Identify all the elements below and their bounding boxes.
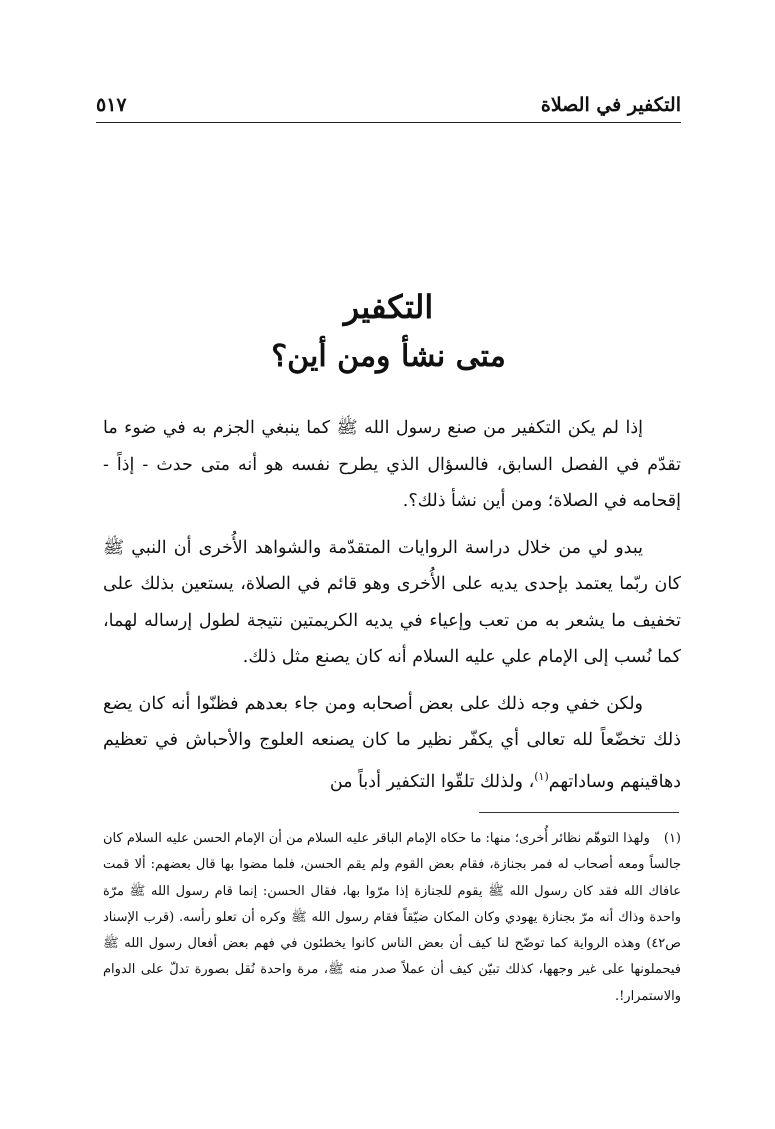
running-header bbox=[96, 84, 681, 123]
chapter-subtitle: متى نشأ ومن أين؟ bbox=[271, 339, 506, 374]
body-text bbox=[103, 410, 681, 810]
paragraph-3-text: ولكن خفي وجه ذلك على بعض أصحابه ومن جاء بعدهم فظنّوا أنه كان يضع ذلك تخضّعاً لله تعالى أي يكفّر نظير ما كان يصنعه العلوج والأحباش في تعظيم دهاقينهم وساداتهم bbox=[103, 693, 681, 792]
footnote-reference[interactable]: (١) bbox=[534, 769, 549, 783]
footnote-number: (١) bbox=[663, 831, 681, 846]
running-title: التكفير في الصلاة bbox=[540, 94, 681, 116]
footnote-1 bbox=[103, 826, 681, 1010]
paragraph-3 bbox=[103, 686, 681, 800]
page-number: ٥١٧ bbox=[96, 94, 127, 116]
paragraph-3-tail: ، ولذلك تلقّوا التكفير أدباً من bbox=[329, 771, 535, 792]
chapter-heading bbox=[96, 282, 681, 382]
footnote-separator bbox=[479, 812, 679, 813]
paragraph-1: إذا لم يكن التكفير من صنع رسول الله ﷺ كما ينبغي الجزم به في ضوء ما تقدّم في الفصل السابق، فالسؤال الذي يطرح نفسه هو أنه متى حدث - إذاً - إقحامه في الصلاة؛ ومن أين نشأ ذلك؟. bbox=[103, 418, 681, 511]
footnotes bbox=[103, 826, 681, 1010]
chapter-title: التكفير bbox=[343, 288, 434, 326]
paragraph-2: يبدو لي من خلال دراسة الروايات المتقدّمة والشواهد الأُخرى أن النبي ﷺ كان ربّما يعتمد بإحدى يديه على الأُخرى وهو قائم في الصلاة، يستعين بذلك على تخفيف ما يشعر به من تعب وإعياء في يديه الكريمتين نتيجة لطول إرساله لهما، كما نُسب إلى الإمام علي عليه السلام أنه كان يصنع مثل ذلك. bbox=[103, 537, 681, 667]
footnote-text: ولهذا التوهّم نظائر أُخرى؛ منها: ما حكاه الإمام الباقر عليه السلام من أن الإمام الحسن عليه السلام كان جالساً ومعه أصحاب له فمر بجنازة، فقام بعض القوم ولم يقم الحسن، فلما مضوا بها قال بعضهم: ألا قمت عافاك الله فقد كان رسول الله ﷺ يقوم للجنازة إذا مرّوا بها، فقال الحسن: إنما قام رسول الله ﷺ مرّة واحدة وذاك أنه مرّ بجنازة يهودي وكان المكان ضيّقاً فقام رسول الله ﷺ وكره أن تعلو رأسه. (قرب الإسناد ص٤٢) وهذه الرواية كما توضّح لنا كيف أن بعض الناس كانوا يخطئون في فهم بعض أفعال رسول الله ﷺ فيحملونها على غير وجهها، كذلك تبيّن كيف أن عملاً صدر منه ﷺ، مرة واحدة نُقل بصورة تدلّ على الدوام والاستمرار!. bbox=[103, 831, 681, 1004]
